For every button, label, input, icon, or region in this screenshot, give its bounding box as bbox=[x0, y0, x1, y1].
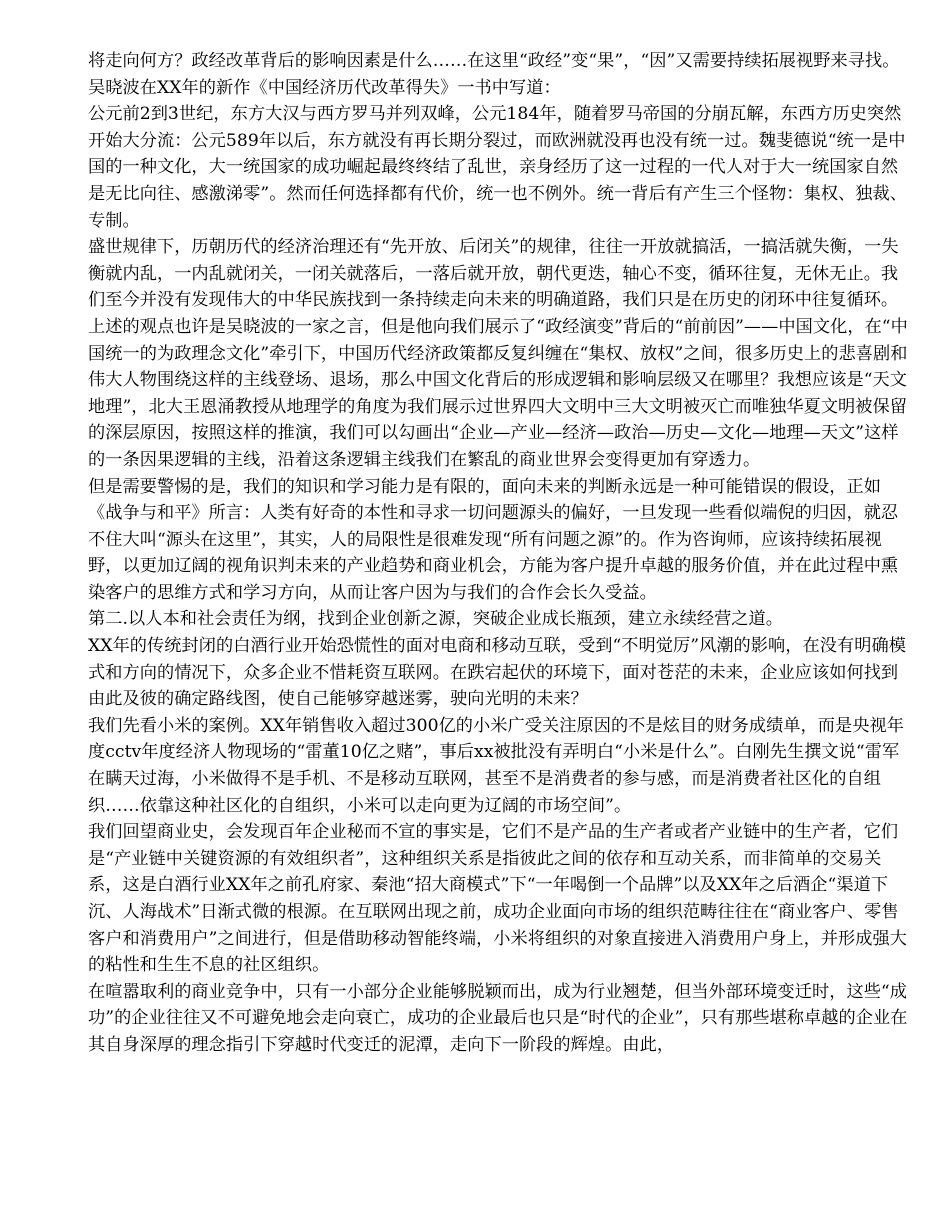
paragraph-open-close-cycle: 盛世规律下，历朝历代的经济治理还有“先开放、后闭关”的规律，往往一开放就搞活，一搞活就失衡，一失衡就内乱，一内乱就闭关，一闭关就落后，一落后就开放，朝代更迭，轴心不变，循环往复，无休无止。我们至今并没有发现伟大的中华民族找到一条持续走向未来的明确道路，我们只是在历史的闭环中往复循环。 bbox=[88, 237, 899, 311]
paragraph-reform-question: 将走向何方？政经改革背后的影响因素是什么……在这里“政经”变“果”，“因”又需要持续拓展视野来寻找。吴晓波在XX年的新作《中国经济历代改革得失》一书中写道： bbox=[88, 51, 900, 98]
paragraph-east-west-divergence: 公元前2到3世纪，东方大汉与西方罗马并列双峰，公元184年，随着罗马帝国的分崩瓦解，东西方历史突然开始大分流：公元589年以后，东方就没有再长期分裂过，而欧洲就没再也没有统一过。魏斐德说“统一是中国的一种文化，大一统国家的成功崛起最终终结了乱世，亲身经历了这一过程的一代人对于大一统国家自然是无比向往、感激涕零”。然而任何选择都有代价，统一也不例外。统一背后有产生三个怪物：集权、独裁、专制。 bbox=[88, 104, 908, 231]
paragraph-knowledge-limits: 但是需要警惕的是，我们的知识和学习能力是有限的，面向未来的判断永远是一种可能错误的假设，正如《战争与和平》所言：人类有好奇的本性和寻求一切问题源头的偏好，一旦发现一些看似端倪的归因，就忍不住大叫“源头在这里”，其实，人的局限性是很难发现“所有问题之源”的。作为咨询师，应该持续拓展视野，以更加辽阔的视角识判未来的产业趋势和商业机会，方能为客户提升卓越的服务价值，并在此过程中熏染客户的思维方式和学习方向，从而让客户因为与我们的合作会长久受益。 bbox=[88, 476, 899, 603]
paragraph-causal-chain: 上述的观点也许是吴晓波的一家之言，但是他向我们展示了“政经演变”背后的“前前因”——中国文化，在“中国统一的为政理念文化”牵引下，中国历代经济政策都反复纠缠在“集权、放权”之间，很多历史上的悲喜剧和伟大人物围绕这样的主线登场、退场，那么中国文化背后的形成逻辑和影响层级又在哪里？我想应该是“天文地理”，北大王恩涌教授从地理学的角度为我们展示过世界四大文明中三大文明被灭亡而唯独华夏文明被保留的深层原因，按照这样的推演，我们可以勾画出“企业—产业—经济—政治—历史—文化—地理—天文”这样的一条因果逻辑的主线，沿着这条逻辑主线我们在繁乱的商业世界会变得更加有穿透力。 bbox=[88, 316, 908, 470]
section-heading-second: 第二.以人本和社会责任为纲，找到企业创新之源，突破企业成长瓶颈，建立永续经营之道。 bbox=[88, 609, 784, 630]
paragraph-xiaomi-case: 我们先看小米的案例。XX年销售收入超过300亿的小米广受关注原因的不是炫目的财务成绩单，而是央视年度cctv年度经济人物现场的“雷董10亿之赌”，事后xx被批没有弄明白“小米是什么”。白刚先生撰文说“雷军在瞒天过海，小米做得不是手机、不是移动互联网，甚至不是消费者的参与感，而是消费者社区化的自组织……依靠这种社区化的自组织，小米可以走向更为辽阔的市场空间”。 bbox=[88, 715, 904, 816]
paragraph-business-history: 我们回望商业史，会发现百年企业秘而不宣的事实是，它们不是产品的生产者或者产业链中的生产者，它们是“产业链中关键资源的有效组织者”，这种组织关系是指彼此之间的依存和互动关系，而非简单的交易关系，这是白酒行业XX年之前孔府家、秦池“招大商模式”下“一年喝倒一个品牌”以及XX年之后酒企“渠道下沉、人海战术”日渐式微的根源。在互联网出现之前，成功企业面向市场的组织范畴往往在“商业客户、零售客户和消费用户”之间进行，但是借助移动智能终端，小米将组织的对象直接进入消费用户身上，并形成强大的粘性和生生不息的社区组织。 bbox=[88, 822, 908, 976]
paragraph-baijiu-internet: XX年的传统封闭的白酒行业开始恐慌性的面对电商和移动互联，受到“不明觉厉”风潮的影响，在没有明确模式和方向的情况下，众多企业不惜耗资互联网。在跌宕起伏的环境下，面对苍茫的未来，企业应该如何找到由此及彼的确定路线图，使自己能够穿越迷雾，驶向光明的未来？ bbox=[88, 636, 906, 710]
document-page bbox=[88, 48, 908, 1059]
paragraph-enduring-enterprises: 在喧嚣取利的商业竞争中，只有一小部分企业能够脱颖而出，成为行业翘楚，但当外部环境变迁时，这些“成功”的企业往往又不可避免地会走向衰亡，成功的企业最后也只是“时代的企业”，只有那些堪称卓越的企业在其自身深厚的理念指引下穿越时代变迁的泥潭，走向下一阶段的辉煌。由此， bbox=[88, 981, 908, 1055]
